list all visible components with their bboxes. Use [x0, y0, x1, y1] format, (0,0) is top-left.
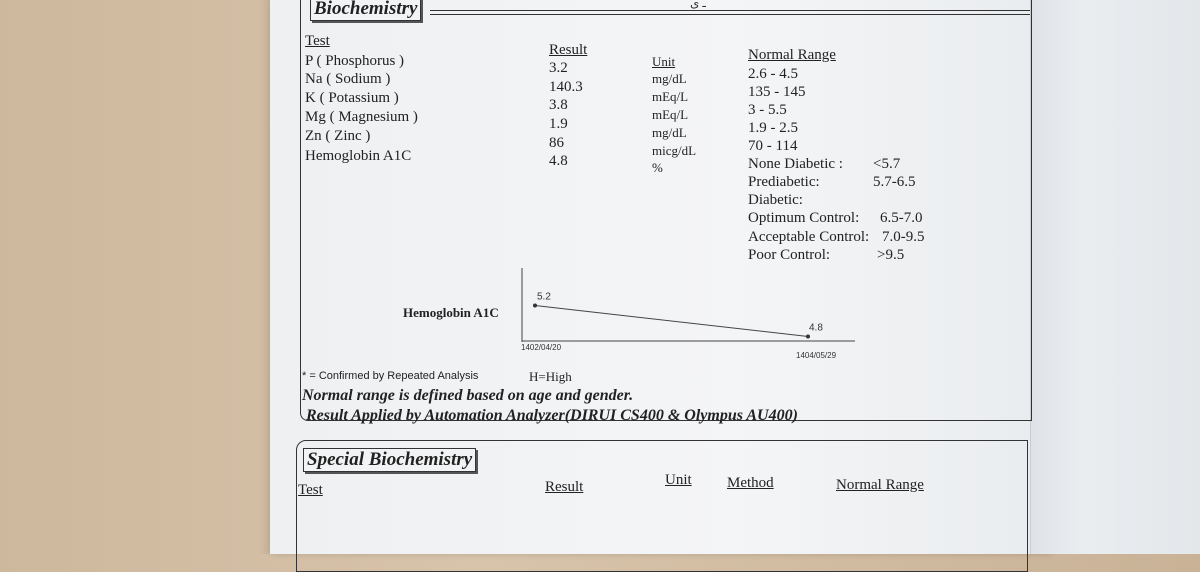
- data-label: 5.2: [537, 291, 551, 303]
- x-tick-label: 1402/04/20: [521, 343, 562, 352]
- x-tick-label: 1404/05/29: [796, 351, 837, 360]
- result-value: 1.9: [549, 116, 568, 132]
- data-point: [533, 304, 537, 308]
- header-result: Result: [549, 42, 588, 58]
- header-result: Result: [545, 479, 584, 495]
- result-value: 4.8: [549, 153, 568, 169]
- result-value: 140.3: [549, 79, 583, 95]
- unit-value: mg/dL: [652, 71, 687, 86]
- unit-value: mEq/L: [652, 89, 689, 104]
- unit-value: mg/dL: [652, 125, 687, 140]
- test-name: Mg ( Magnesium ): [305, 109, 418, 125]
- a1c-range-label: None Diabetic :: [748, 156, 843, 172]
- chart-title: Hemoglobin A1C: [403, 305, 499, 320]
- note-analyzer: Result Applied by Automation Analyzer(DIRUI CS400 & Olympus AU400): [306, 407, 798, 424]
- result-value: 3.8: [549, 97, 568, 113]
- normal-range-value: 2.6 - 4.5: [748, 66, 798, 82]
- normal-range-value: 3 - 5.5: [748, 102, 787, 118]
- a1c-range-label: Optimum Control:: [748, 210, 860, 226]
- a1c-range-label: Poor Control:: [748, 247, 831, 263]
- series-line: [535, 306, 808, 337]
- test-name: Zn ( Zinc ): [305, 128, 371, 144]
- test-name: Na ( Sodium ): [305, 71, 391, 87]
- test-name: K ( Potassium ): [305, 90, 399, 106]
- unit-value: micg/dL: [652, 143, 697, 158]
- data-point: [806, 335, 810, 339]
- a1c-range-value: <5.7: [873, 156, 901, 172]
- header-unit: Unit: [652, 54, 676, 69]
- result-value: 86: [549, 135, 564, 151]
- a1c-range-value: 7.0-9.5: [882, 229, 925, 245]
- header-method: Method: [727, 475, 774, 491]
- unit-value: mEq/L: [652, 107, 689, 122]
- arabic-header-fragment: ـ ى: [690, 0, 706, 10]
- note-normal-range: Normal range is defined based on age and gender.: [302, 387, 634, 404]
- header-normal-range: Normal Range: [748, 47, 836, 63]
- header-test: Test: [305, 33, 330, 49]
- a1c-range-label: Diabetic:: [748, 192, 803, 208]
- a1c-range-label: Acceptable Control:: [748, 229, 870, 245]
- data-label: 4.8: [809, 322, 823, 334]
- result-value: 3.2: [549, 60, 568, 76]
- a1c-range-value: >9.5: [877, 247, 905, 263]
- test-name: P ( Phosphorus ): [305, 53, 405, 69]
- section-title-special-biochemistry: Special Biochemistry: [303, 448, 476, 472]
- section-title-biochemistry: Biochemistry: [310, 0, 421, 21]
- normal-range-value: 1.9 - 2.5: [748, 120, 798, 136]
- a1c-range-value: 5.7-6.5: [873, 174, 916, 190]
- a1c-range-label: Prediabetic:: [748, 174, 820, 190]
- normal-range-value: 70 - 114: [748, 138, 798, 154]
- a1c-range-value: 6.5-7.0: [880, 210, 923, 226]
- note-high: H=High: [529, 369, 572, 384]
- note-confirmed: * = Confirmed by Repeated Analysis: [302, 370, 479, 382]
- unit-value: %: [652, 160, 663, 175]
- header-test: Test: [298, 482, 323, 498]
- header-unit: Unit: [665, 472, 692, 488]
- normal-range-value: 135 - 145: [748, 84, 806, 100]
- header-normal-range: Normal Range: [836, 477, 924, 493]
- test-name: Hemoglobin A1C: [305, 148, 412, 164]
